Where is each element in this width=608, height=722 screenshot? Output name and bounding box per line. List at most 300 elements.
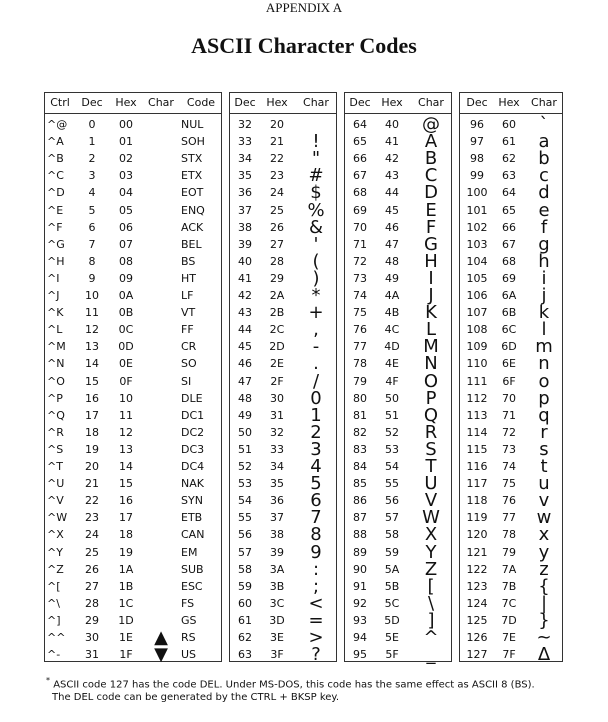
dec-cell: 87 [353, 511, 367, 525]
dec-cell: 92 [353, 596, 367, 610]
header-dec: Dec [349, 96, 371, 109]
dec-cell: 88 [353, 528, 367, 542]
hex-cell: 42 [385, 152, 399, 166]
dec-cell: 116 [466, 460, 488, 473]
hex-cell: 51 [385, 408, 399, 422]
table-row [345, 575, 451, 597]
hex-cell: 36 [270, 494, 284, 508]
hex-cell: 5D [384, 613, 400, 627]
hex-cell: 67 [502, 237, 516, 251]
char-cell: @ [422, 114, 440, 135]
table-row [460, 646, 562, 664]
dec-cell: 4 [88, 186, 96, 200]
char-cell: y [538, 541, 550, 563]
ascii-table-96-127 [459, 92, 563, 666]
char-cell: } [538, 609, 550, 631]
dec-cell: 115 [466, 442, 488, 456]
code-cell: CAN [181, 528, 205, 542]
table-row [45, 133, 221, 151]
dec-cell: 15 [85, 374, 99, 388]
char-cell: W [422, 507, 440, 529]
dec-cell: 34 [238, 152, 252, 166]
table-row [460, 304, 562, 322]
hex-cell: 53 [385, 442, 399, 456]
hex-cell: 0D [118, 340, 134, 354]
char-cell: t [540, 456, 548, 477]
char-cell: C [424, 165, 438, 187]
dec-cell: 107 [466, 306, 488, 320]
char-cell [143, 390, 179, 408]
ascii-table-64-95 [344, 92, 452, 666]
code-cell: SUB [181, 562, 204, 576]
dec-cell: 114 [466, 425, 488, 439]
dec-cell: 8 [88, 254, 96, 268]
hex-cell: 7C [501, 596, 517, 610]
code-cell: CR [181, 340, 197, 354]
hex-cell: 08 [119, 254, 133, 268]
char-cell [143, 458, 179, 476]
char-cell [143, 407, 179, 425]
hex-cell: 22 [270, 152, 284, 166]
char-cell: s [539, 438, 549, 460]
dec-cell: 108 [466, 323, 488, 337]
dec-cell: 72 [353, 254, 367, 268]
dec-cell: 82 [353, 425, 367, 439]
dec-cell: 35 [238, 169, 252, 183]
hex-cell: 04 [119, 186, 133, 200]
dec-cell: 61 [238, 613, 252, 627]
hex-cell: 78 [502, 528, 516, 542]
char-cell [143, 253, 179, 271]
hex-cell: 29 [270, 271, 284, 285]
table-row [45, 441, 221, 459]
table-row [45, 407, 221, 425]
hex-cell: 37 [270, 511, 284, 525]
code-cell: ESC [181, 579, 203, 593]
header-hex: Hex [498, 96, 520, 109]
char-cell: 6 [310, 490, 322, 512]
char-cell: { [538, 575, 550, 597]
hex-cell: 06 [119, 220, 133, 234]
hex-cell: 43 [385, 169, 399, 183]
hex-cell: 18 [119, 528, 133, 542]
char-cell: . [313, 353, 319, 375]
table-row [230, 116, 336, 134]
char-cell: H [424, 250, 438, 272]
header-char: Char [418, 96, 444, 109]
table-row [45, 253, 221, 271]
code-cell: SYN [181, 494, 203, 508]
dec-cell: 13 [85, 340, 99, 354]
dec-cell: 32 [238, 118, 252, 131]
hex-cell: 7D [501, 613, 517, 627]
char-cell [143, 561, 179, 579]
char-cell [143, 441, 179, 459]
dec-cell: 70 [353, 220, 367, 234]
hex-cell: 2E [270, 357, 284, 371]
hex-cell: 5B [384, 579, 400, 593]
ctrl-cell: ^N [47, 357, 65, 371]
hex-cell: 1A [118, 562, 134, 576]
table-row [230, 646, 336, 664]
hex-cell: 33 [270, 442, 284, 456]
char-cell: ^ [423, 627, 439, 648]
code-cell: DC4 [181, 460, 205, 473]
char-cell: + [308, 302, 324, 324]
header-hex: Hex [381, 96, 403, 109]
ctrl-cell: ^\ [47, 596, 60, 610]
dec-cell: 49 [238, 408, 252, 422]
char-cell: ▲ [154, 627, 168, 648]
hex-cell: 79 [502, 545, 516, 559]
table-row [45, 116, 221, 134]
code-cell: US [181, 648, 197, 662]
char-cell: [ [427, 575, 435, 597]
table-row [45, 646, 221, 664]
dec-cell: 42 [238, 289, 252, 302]
char-cell: X [424, 524, 438, 546]
footnote-line-1 [46, 674, 606, 691]
table-row [45, 338, 221, 356]
dec-cell: 95 [353, 648, 367, 662]
table-row [45, 184, 221, 202]
hex-cell: 15 [119, 477, 133, 491]
hex-cell: 3A [269, 562, 285, 576]
hex-cell: 70 [502, 391, 516, 405]
hex-cell: 1F [119, 648, 133, 662]
char-cell: r [540, 421, 548, 443]
char-cell: - [312, 336, 320, 358]
dec-cell: 60 [238, 596, 252, 610]
hex-cell: 4A [384, 289, 400, 302]
char-cell: ! [312, 131, 320, 153]
hex-cell: 2D [269, 340, 285, 354]
header-ctrl: Ctrl [50, 96, 70, 109]
dec-cell: 85 [353, 477, 367, 491]
code-cell: SO [181, 357, 197, 371]
char-cell: R [424, 421, 438, 443]
dec-cell: 89 [353, 545, 367, 559]
table-row [45, 236, 221, 254]
dec-cell: 101 [466, 203, 488, 217]
dec-cell: 11 [85, 306, 99, 320]
dec-cell: 37 [238, 203, 252, 217]
dec-cell: 96 [470, 118, 484, 131]
dec-cell: 124 [466, 596, 488, 610]
char-cell: o [538, 370, 550, 392]
char-cell [143, 578, 179, 596]
dec-cell: 7 [88, 237, 96, 251]
hex-cell: 1B [118, 579, 134, 593]
footnote-marker: * [46, 676, 50, 685]
dec-cell: 9 [88, 271, 96, 285]
dec-cell: 81 [353, 408, 367, 422]
char-cell: 4 [310, 456, 322, 477]
char-cell: 2 [310, 421, 322, 443]
hex-cell: 11 [119, 408, 133, 422]
hex-cell: 40 [385, 118, 399, 131]
dec-cell: 99 [470, 169, 484, 183]
hex-cell: 75 [502, 477, 516, 491]
dec-cell: 56 [238, 528, 252, 542]
dec-cell: 117 [466, 477, 488, 491]
char-cell: g [538, 233, 550, 255]
char-cell: E [425, 199, 437, 221]
code-cell: BEL [181, 237, 202, 251]
hex-cell: 6C [501, 323, 517, 337]
char-cell: 7 [310, 507, 322, 529]
code-cell: HT [181, 271, 196, 285]
dec-cell: 68 [353, 186, 367, 200]
header-char: Char [531, 96, 557, 109]
table-row [45, 612, 221, 630]
dec-cell: 46 [238, 357, 252, 371]
char-cell: 8 [310, 524, 322, 546]
hex-cell: 47 [385, 237, 399, 251]
table-row [230, 321, 336, 339]
dec-cell: 86 [353, 494, 367, 508]
dec-cell: 62 [238, 631, 252, 644]
hex-cell: 00 [119, 118, 133, 131]
table-row [45, 544, 221, 562]
char-cell: % [307, 199, 325, 221]
hex-cell: 7E [502, 631, 516, 644]
hex-cell: 5E [385, 631, 399, 644]
code-cell: DC2 [181, 425, 205, 439]
char-cell [143, 202, 179, 220]
ctrl-cell: ^D [47, 186, 65, 200]
table-row [345, 558, 451, 580]
ctrl-cell: ^K [47, 306, 64, 320]
char-cell: : [312, 558, 320, 580]
hex-cell: 50 [385, 391, 399, 405]
ascii-table-32-63 [229, 92, 337, 666]
char-cell: B [424, 148, 438, 170]
dec-cell: 17 [85, 408, 99, 422]
hex-cell: 56 [385, 494, 399, 508]
hex-cell: 25 [270, 203, 284, 217]
hex-cell: 73 [502, 442, 516, 456]
hex-cell: 03 [119, 169, 133, 183]
dec-cell: 23 [85, 511, 99, 525]
footnote [46, 674, 606, 704]
hex-cell: 6B [501, 306, 517, 320]
char-cell: ? [311, 644, 321, 666]
hex-cell: 5F [385, 648, 399, 662]
hex-cell: 55 [385, 477, 399, 491]
dec-cell: 40 [238, 254, 252, 268]
hex-cell: 7F [502, 648, 516, 662]
table-row [45, 578, 221, 596]
header-dec: Dec [234, 96, 256, 109]
char-cell: b [538, 148, 550, 170]
table-row [45, 475, 221, 493]
dec-cell: 63 [238, 648, 252, 662]
code-cell: ETX [181, 169, 203, 183]
char-cell: a [538, 131, 550, 153]
dec-cell: 2 [88, 152, 96, 166]
dec-cell: 125 [466, 613, 488, 627]
hex-cell: 6F [502, 374, 516, 388]
char-cell [143, 544, 179, 562]
ctrl-cell: ^[ [47, 579, 61, 593]
hex-cell: 28 [270, 254, 284, 268]
dec-cell: 5 [88, 203, 96, 217]
ctrl-cell: ^F [47, 220, 63, 234]
hex-cell: 49 [385, 271, 399, 285]
dec-cell: 110 [466, 357, 488, 371]
dec-cell: 106 [466, 289, 488, 302]
dec-cell: 67 [353, 169, 367, 183]
char-cell: h [538, 250, 550, 272]
dec-cell: 53 [238, 477, 252, 491]
ctrl-cell: ^V [47, 494, 64, 508]
dec-cell: 29 [85, 613, 99, 627]
char-cell: ( [312, 250, 320, 272]
ctrl-cell: ^Q [47, 408, 65, 422]
table-row [45, 458, 221, 476]
char-cell: / [312, 370, 320, 392]
table-body [230, 114, 336, 666]
char-cell: N [424, 353, 438, 375]
char-cell [143, 270, 179, 288]
dec-cell: 39 [238, 237, 252, 251]
dec-cell: 64 [353, 118, 367, 131]
dec-cell: 0 [88, 118, 96, 131]
hex-cell: 4C [384, 323, 400, 337]
code-cell: STX [181, 152, 203, 166]
dec-cell: 55 [238, 511, 252, 525]
dec-cell: 118 [466, 494, 488, 508]
footnote-text-1: ASCII code 127 has the code DEL. Under MS-DOS, this code has the same effect as ASCII 8 (BS). [53, 679, 535, 691]
hex-cell: 72 [502, 425, 516, 439]
char-cell [143, 321, 179, 339]
hex-cell: 4B [384, 306, 400, 320]
hex-cell: 12 [119, 425, 133, 439]
table-row [45, 509, 221, 527]
table-row [45, 355, 221, 373]
header-hex: Hex [266, 96, 288, 109]
table-row [345, 267, 451, 289]
dec-cell: 120 [466, 528, 488, 542]
char-cell: < [308, 592, 324, 614]
table-row [230, 355, 336, 373]
dec-cell: 93 [353, 613, 367, 627]
dec-cell: 38 [238, 220, 252, 234]
code-cell: ACK [181, 220, 204, 234]
char-cell: ` [539, 114, 549, 135]
hex-cell: 4E [385, 357, 399, 371]
hex-cell: 30 [270, 391, 284, 405]
hex-cell: 57 [385, 511, 399, 525]
hex-cell: 71 [502, 408, 516, 422]
hex-cell: 7B [501, 579, 517, 593]
hex-cell: 52 [385, 425, 399, 439]
hex-cell: 7A [501, 562, 517, 576]
char-cell: V [424, 490, 438, 512]
hex-cell: 2A [269, 289, 285, 302]
hex-cell: 3E [270, 631, 284, 644]
table-row [45, 219, 221, 237]
hex-cell: 20 [270, 118, 284, 131]
char-cell: T [425, 456, 437, 477]
char-cell [143, 236, 179, 254]
table-row [230, 541, 336, 563]
table-row [345, 250, 451, 272]
dec-cell: 80 [353, 391, 367, 405]
dec-cell: 14 [85, 357, 99, 371]
char-cell: f [540, 216, 548, 238]
char-cell [143, 116, 179, 134]
hex-cell: 13 [119, 442, 133, 456]
ctrl-cell: ^O [47, 374, 65, 388]
char-cell [143, 475, 179, 493]
ctrl-cell: ^C [47, 169, 64, 183]
dec-cell: 3 [88, 169, 96, 183]
header-code: Code [186, 96, 216, 109]
dec-cell: 6 [88, 220, 96, 234]
code-cell: DC3 [181, 442, 205, 456]
dec-cell: 100 [466, 186, 488, 200]
table-row [230, 304, 336, 322]
char-cell [143, 424, 179, 442]
hex-cell: 2B [269, 306, 285, 320]
dec-cell: 122 [466, 562, 488, 576]
hex-cell: 0B [118, 306, 134, 320]
hex-cell: 35 [270, 477, 284, 491]
code-cell: EM [181, 545, 198, 559]
dec-cell: 119 [466, 511, 488, 525]
char-cell: > [308, 627, 324, 648]
hex-cell: 23 [270, 169, 284, 183]
code-cell: FS [181, 596, 195, 610]
char-cell: Q [423, 404, 439, 426]
char-cell: F [425, 216, 437, 238]
char-cell [143, 595, 179, 613]
dec-cell: 103 [466, 237, 488, 251]
char-cell: P [425, 387, 437, 409]
char-cell: 9 [310, 541, 322, 563]
dec-cell: 33 [238, 135, 252, 149]
dec-cell: 27 [85, 579, 99, 593]
table-row [45, 492, 221, 510]
code-cell: RS [181, 631, 196, 644]
dec-cell: 76 [353, 323, 367, 337]
hex-cell: 0C [118, 323, 134, 337]
hex-cell: 0A [118, 289, 134, 302]
code-cell: NAK [181, 477, 204, 491]
hex-cell: 07 [119, 237, 133, 251]
ctrl-cell: ^G [47, 237, 65, 251]
hex-cell: 14 [119, 460, 133, 473]
hex-cell: 54 [385, 460, 399, 473]
footnote-line-2 [46, 691, 606, 704]
ctrl-cell: ^A [47, 135, 64, 149]
dec-cell: 69 [353, 203, 367, 217]
hex-cell: 6E [502, 357, 516, 371]
char-cell: v [538, 490, 550, 512]
char-cell: ' [313, 233, 319, 255]
dec-cell: 78 [353, 357, 367, 371]
char-cell: I [428, 267, 434, 289]
char-cell: k [538, 302, 550, 324]
table-row [230, 216, 336, 238]
code-cell: LF [181, 289, 194, 302]
dec-cell: 74 [353, 289, 367, 302]
char-cell: e [538, 199, 550, 221]
code-cell: ENQ [181, 203, 205, 217]
hex-cell: 65 [502, 203, 516, 217]
